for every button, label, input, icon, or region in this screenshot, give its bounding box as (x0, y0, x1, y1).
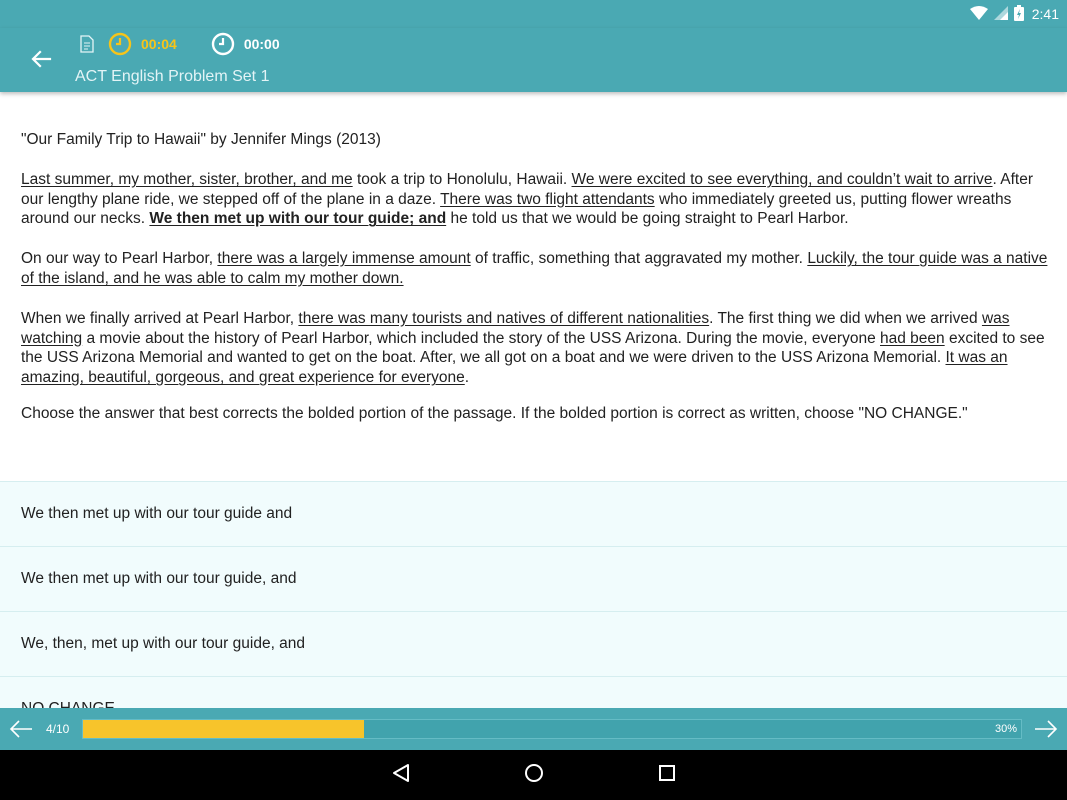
next-question-button[interactable] (1033, 718, 1059, 740)
answer-choice-c[interactable] (0, 611, 1067, 676)
document-icon[interactable] (78, 33, 96, 55)
passage-text: he told us that we would be going straight to Pearl Harbor. (446, 210, 849, 228)
passage-text: a movie about the history of Pearl Harbor, which included the story of the USS Arizona. During the movie, everyone (82, 329, 880, 347)
status-time: 2:41 (1031, 6, 1059, 22)
passage-text: On our way to Pearl Harbor, (21, 250, 218, 268)
system-nav-bar (0, 750, 1067, 800)
passage-paragraph-3 (21, 309, 1051, 388)
bottom-bar (0, 708, 1067, 750)
nav-back-button[interactable] (390, 764, 412, 786)
progress-bar (82, 719, 1022, 739)
back-button[interactable] (26, 46, 56, 76)
underlined-portion: had been (880, 329, 945, 347)
answer-choice-label: We, then, met up with our tour guide, and (21, 635, 306, 652)
status-icons (970, 5, 1059, 23)
nav-home-button[interactable] (523, 764, 545, 786)
passage-text: of traffic, something that aggravated my mother. (470, 250, 808, 268)
underlined-portion: We were excited to see everything, and couldn’t wait to arrive (571, 170, 993, 188)
circle-home-icon (524, 763, 544, 788)
signal-icon (994, 6, 1008, 23)
total-timer: 00:00 (243, 36, 280, 52)
passage (21, 130, 1051, 424)
passage-text: took a trip to Honolulu, Hawaii. (352, 170, 572, 188)
elapsed-timer: 00:04 (141, 36, 177, 52)
status-bar (0, 0, 1067, 28)
passage-title: "Our Family Trip to Hawaii" by Jennifer Mings (2013) (21, 131, 381, 148)
arrow-left-icon (8, 727, 34, 744)
question-prompt: Choose the answer that best corrects the bolded portion of the passage. If the bolded portion is correct as written, choose "NO CHANGE." (21, 404, 968, 422)
page-title: ACT English Problem Set 1 (75, 68, 270, 85)
passage-text: . The first thing we did when we arrived (709, 309, 982, 327)
underlined-portion: there was many tourists and natives of different nationalities (298, 309, 710, 327)
wifi-icon (970, 6, 988, 23)
passage-text: . After our lengthy plane ride, we stepped off of the plane in a daze. (21, 170, 1034, 208)
underlined-portion: Last summer, my mother, sister, brother, and me (21, 170, 353, 188)
battery-icon (1014, 5, 1024, 24)
arrow-left-icon (31, 50, 51, 73)
underlined-portion: There was two flight attendants (440, 190, 655, 208)
app-bar (0, 28, 1067, 92)
square-recents-icon (658, 764, 676, 787)
answer-choice-label: We then met up with our tour guide, and (21, 570, 297, 587)
passage-text: excited to see the USS Arizona Memorial and wanted to get on the boat. After, we all got on a boat and we were driven to the USS Arizona Memorial. (21, 329, 1045, 367)
arrow-right-icon (1033, 727, 1059, 744)
answer-choice-label: We then met up with our tour guide and (21, 505, 293, 522)
passage-text: who immediately greeted us, putting flower wreaths around our necks. (21, 190, 1012, 228)
answer-choices (0, 481, 1067, 708)
progress-fill (83, 720, 364, 738)
elapsed-clock-icon (108, 32, 132, 56)
answer-choice-b[interactable] (0, 546, 1067, 611)
underlined-portion: there was a largely immense amount (217, 250, 471, 268)
total-clock-icon (211, 32, 235, 56)
answer-choice-a[interactable] (0, 481, 1067, 546)
passage-text: . (464, 369, 470, 387)
previous-question-button[interactable] (8, 718, 34, 740)
timer-row (78, 31, 280, 57)
underlined-portion: was watching (21, 309, 1010, 347)
progress-percent: 30% (994, 723, 1017, 735)
underlined-portion: It was an amazing, beautiful, gorgeous, and great experience for everyone (21, 349, 1008, 387)
underlined-portion: Luckily, the tour guide was a native of the island, and he was able to calm my mother down. (21, 250, 1048, 287)
bolded-portion: We then met up with our tour guide; and (149, 210, 447, 228)
passage-paragraph-2 (21, 249, 1051, 289)
passage-text: When we finally arrived at Pearl Harbor, (21, 309, 299, 327)
question-counter: 4/10 (46, 722, 70, 736)
passage-paragraph-1 (21, 170, 1051, 229)
nav-recents-button[interactable] (656, 764, 678, 786)
triangle-back-icon (392, 763, 410, 788)
